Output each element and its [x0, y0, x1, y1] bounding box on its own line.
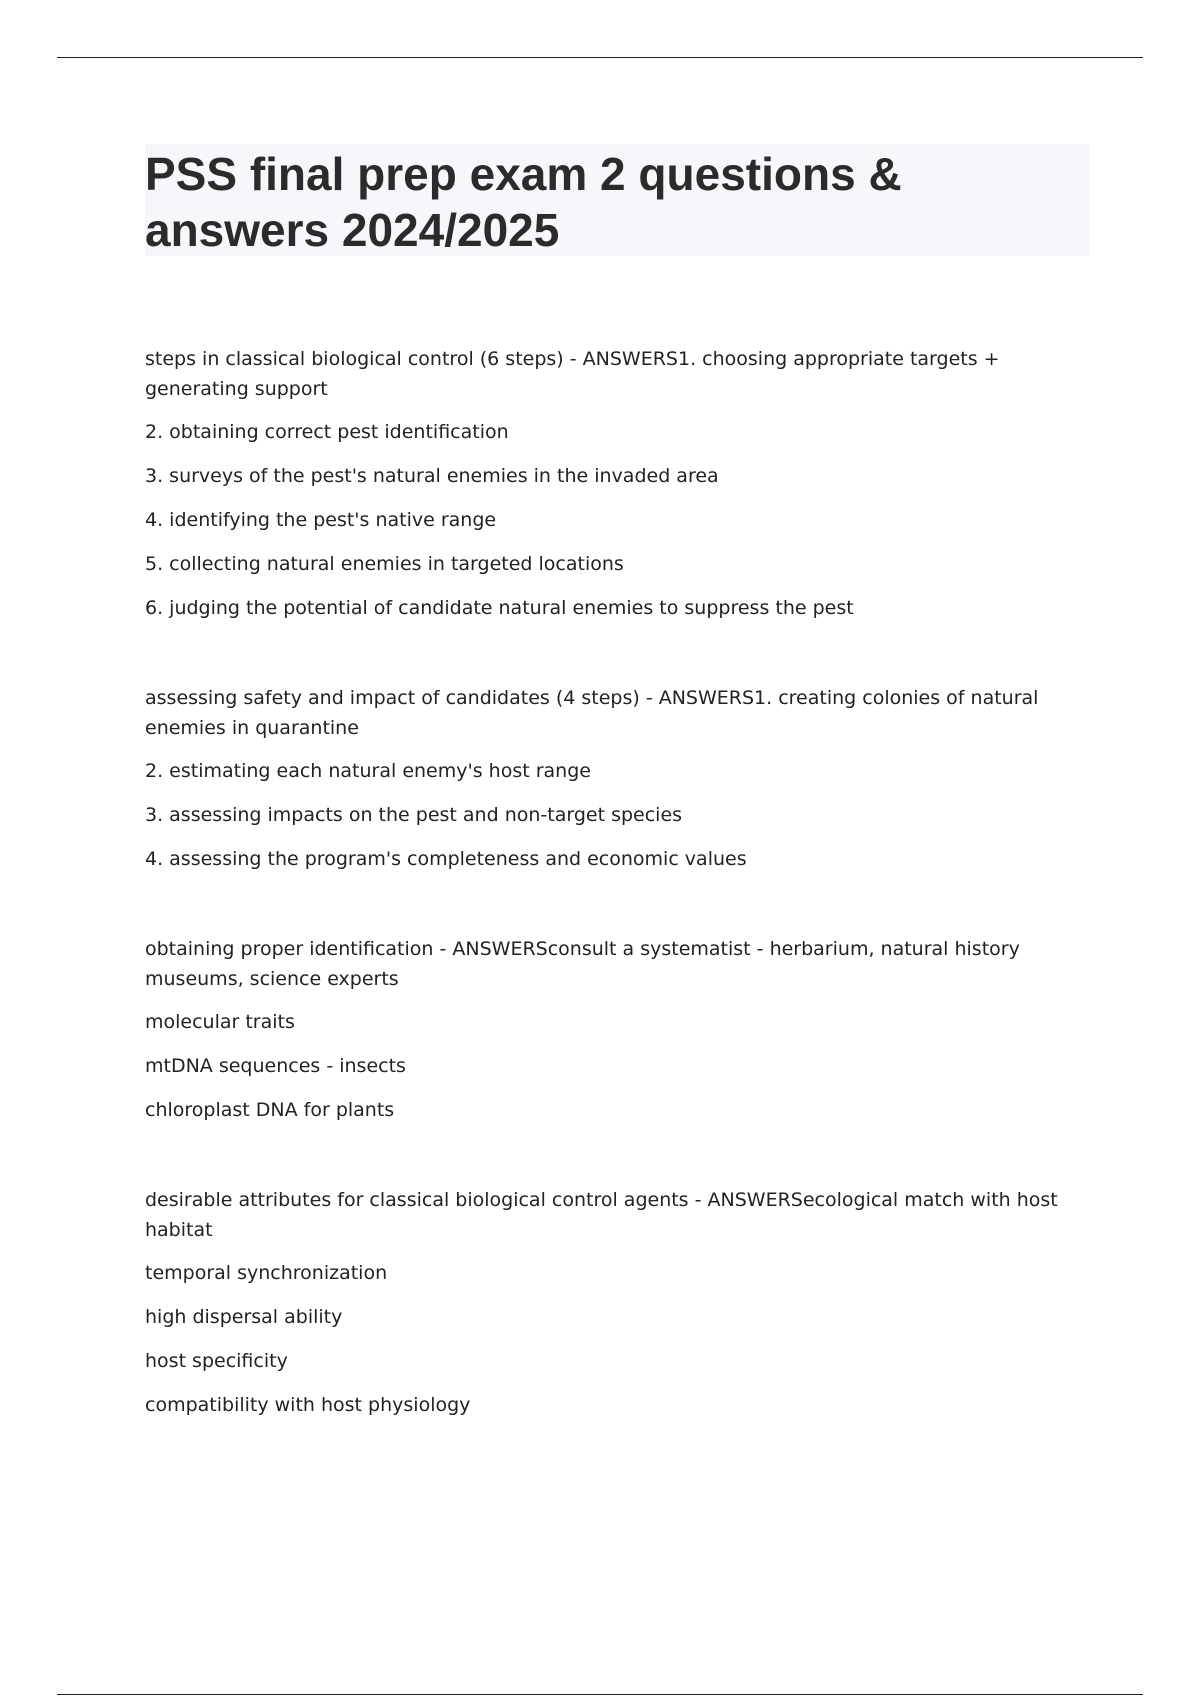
qa-first-line: [145, 683, 1085, 743]
qa-card: [145, 1185, 1085, 1420]
question-text: desirable attributes for classical biological control agents: [145, 1189, 689, 1211]
answer-line: chloroplast DNA for plants: [145, 1099, 395, 1121]
question-text: assessing safety and impact of candidates (4 steps): [145, 687, 640, 709]
qa-first-line: [145, 344, 1085, 404]
answer-line: 4. assessing the program's completeness and economic values: [145, 848, 747, 870]
title-banner: [145, 144, 1089, 256]
answer-text: ANSWERS1. choosing appropriate targets + generating support: [145, 348, 1000, 400]
bottom-divider: [57, 1694, 1143, 1695]
question-text: obtaining proper identification: [145, 938, 434, 960]
question-answer-separator: -: [563, 348, 583, 370]
answer-line: 2. obtaining correct pest identification: [145, 421, 509, 443]
question-answer-separator: -: [688, 1189, 708, 1211]
qa-card: [145, 934, 1085, 1125]
document-body: [145, 344, 1085, 1480]
answer-line: 4. identifying the pest's native range: [145, 509, 497, 531]
answer-line: compatibility with host physiology: [145, 1394, 471, 1416]
answer-text: ANSWERS1. creating colonies of natural enemies in quarantine: [145, 687, 1039, 739]
answer-line: molecular traits: [145, 1011, 295, 1033]
answer-text: ANSWERSecological match with host habitat: [145, 1189, 1058, 1241]
answer-line: 3. surveys of the pest's natural enemies in the invaded area: [145, 465, 719, 487]
answer-line: 5. collecting natural enemies in targeted locations: [145, 553, 624, 575]
answer-line: mtDNA sequences - insects: [145, 1055, 406, 1077]
answer-line: temporal synchronization: [145, 1262, 388, 1284]
question-answer-separator: -: [433, 938, 453, 960]
qa-first-line: [145, 1185, 1085, 1245]
qa-card: [145, 344, 1085, 623]
qa-first-line: [145, 934, 1085, 994]
answer-line: host specificity: [145, 1350, 288, 1372]
top-divider: [57, 57, 1143, 58]
question-answer-separator: -: [639, 687, 659, 709]
page-title: PSS final prep exam 2 questions & answers 2024/2025: [145, 148, 902, 256]
answer-line: 6. judging the potential of candidate natural enemies to suppress the pest: [145, 597, 854, 619]
answer-line: 2. estimating each natural enemy's host range: [145, 760, 591, 782]
answer-text: ANSWERSconsult a systematist - herbarium, natural history museums, science experts: [145, 938, 1020, 990]
answer-line: high dispersal ability: [145, 1306, 343, 1328]
answer-line: 3. assessing impacts on the pest and non-target species: [145, 804, 683, 826]
question-text: steps in classical biological control (6 steps): [145, 348, 564, 370]
qa-card: [145, 683, 1085, 874]
